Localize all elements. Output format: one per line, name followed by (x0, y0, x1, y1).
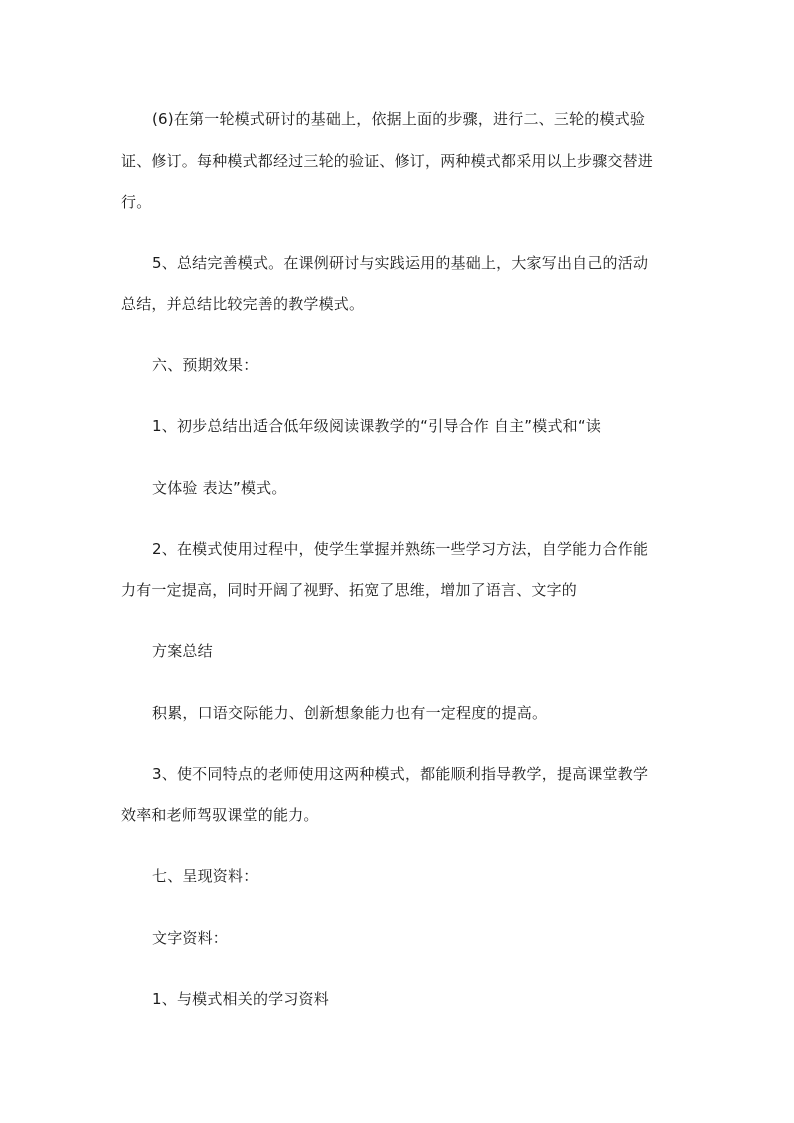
subheading: 文字资料： (152, 929, 229, 947)
section-heading: 七、呈现资料： (152, 867, 259, 885)
paragraph-line: 文体验 表达”模式。 (152, 479, 287, 497)
paragraph-line: 2、在模式使用过程中，使学生掌握并熟练一些学习方法，自学能力合作能 (152, 540, 649, 558)
paragraph-line: 5、总结完善模式。在课例研讨与实践运用的基础上，大家写出自己的活动 (152, 254, 649, 272)
paragraph-line: 1、初步总结出适合低年级阅读课教学的“引导合作 自主”模式和“读 (152, 417, 602, 435)
page-header-text: 方案总结 (152, 642, 213, 660)
paragraph-line: 积累，口语交际能力、创新想象能力也有一定程度的提高。 (152, 704, 548, 722)
paragraph-line: 3、使不同特点的老师使用这两种模式，都能顺利指导教学，提高课堂教学 (152, 765, 649, 783)
paragraph-line: 效率和老师驾驭课堂的能力。 (121, 806, 319, 824)
list-item: 1、与模式相关的学习资料 (152, 990, 329, 1008)
paragraph-line: 总结，并总结比较完善的教学模式。 (121, 295, 365, 313)
paragraph-line: 力有一定提高，同时开阔了视野、拓宽了思维，增加了语言、文字的 (121, 581, 578, 599)
section-heading: 六、预期效果： (152, 356, 259, 374)
paragraph-line: 证、修订。每种模式都经过三轮的验证、修订，两种模式都采用以上步骤交替进 (121, 152, 654, 170)
paragraph-line: (6)在第一轮模式研讨的基础上，依据上面的步骤，进行二、三轮的模式验 (152, 110, 646, 128)
paragraph-line: 行。 (121, 193, 152, 211)
